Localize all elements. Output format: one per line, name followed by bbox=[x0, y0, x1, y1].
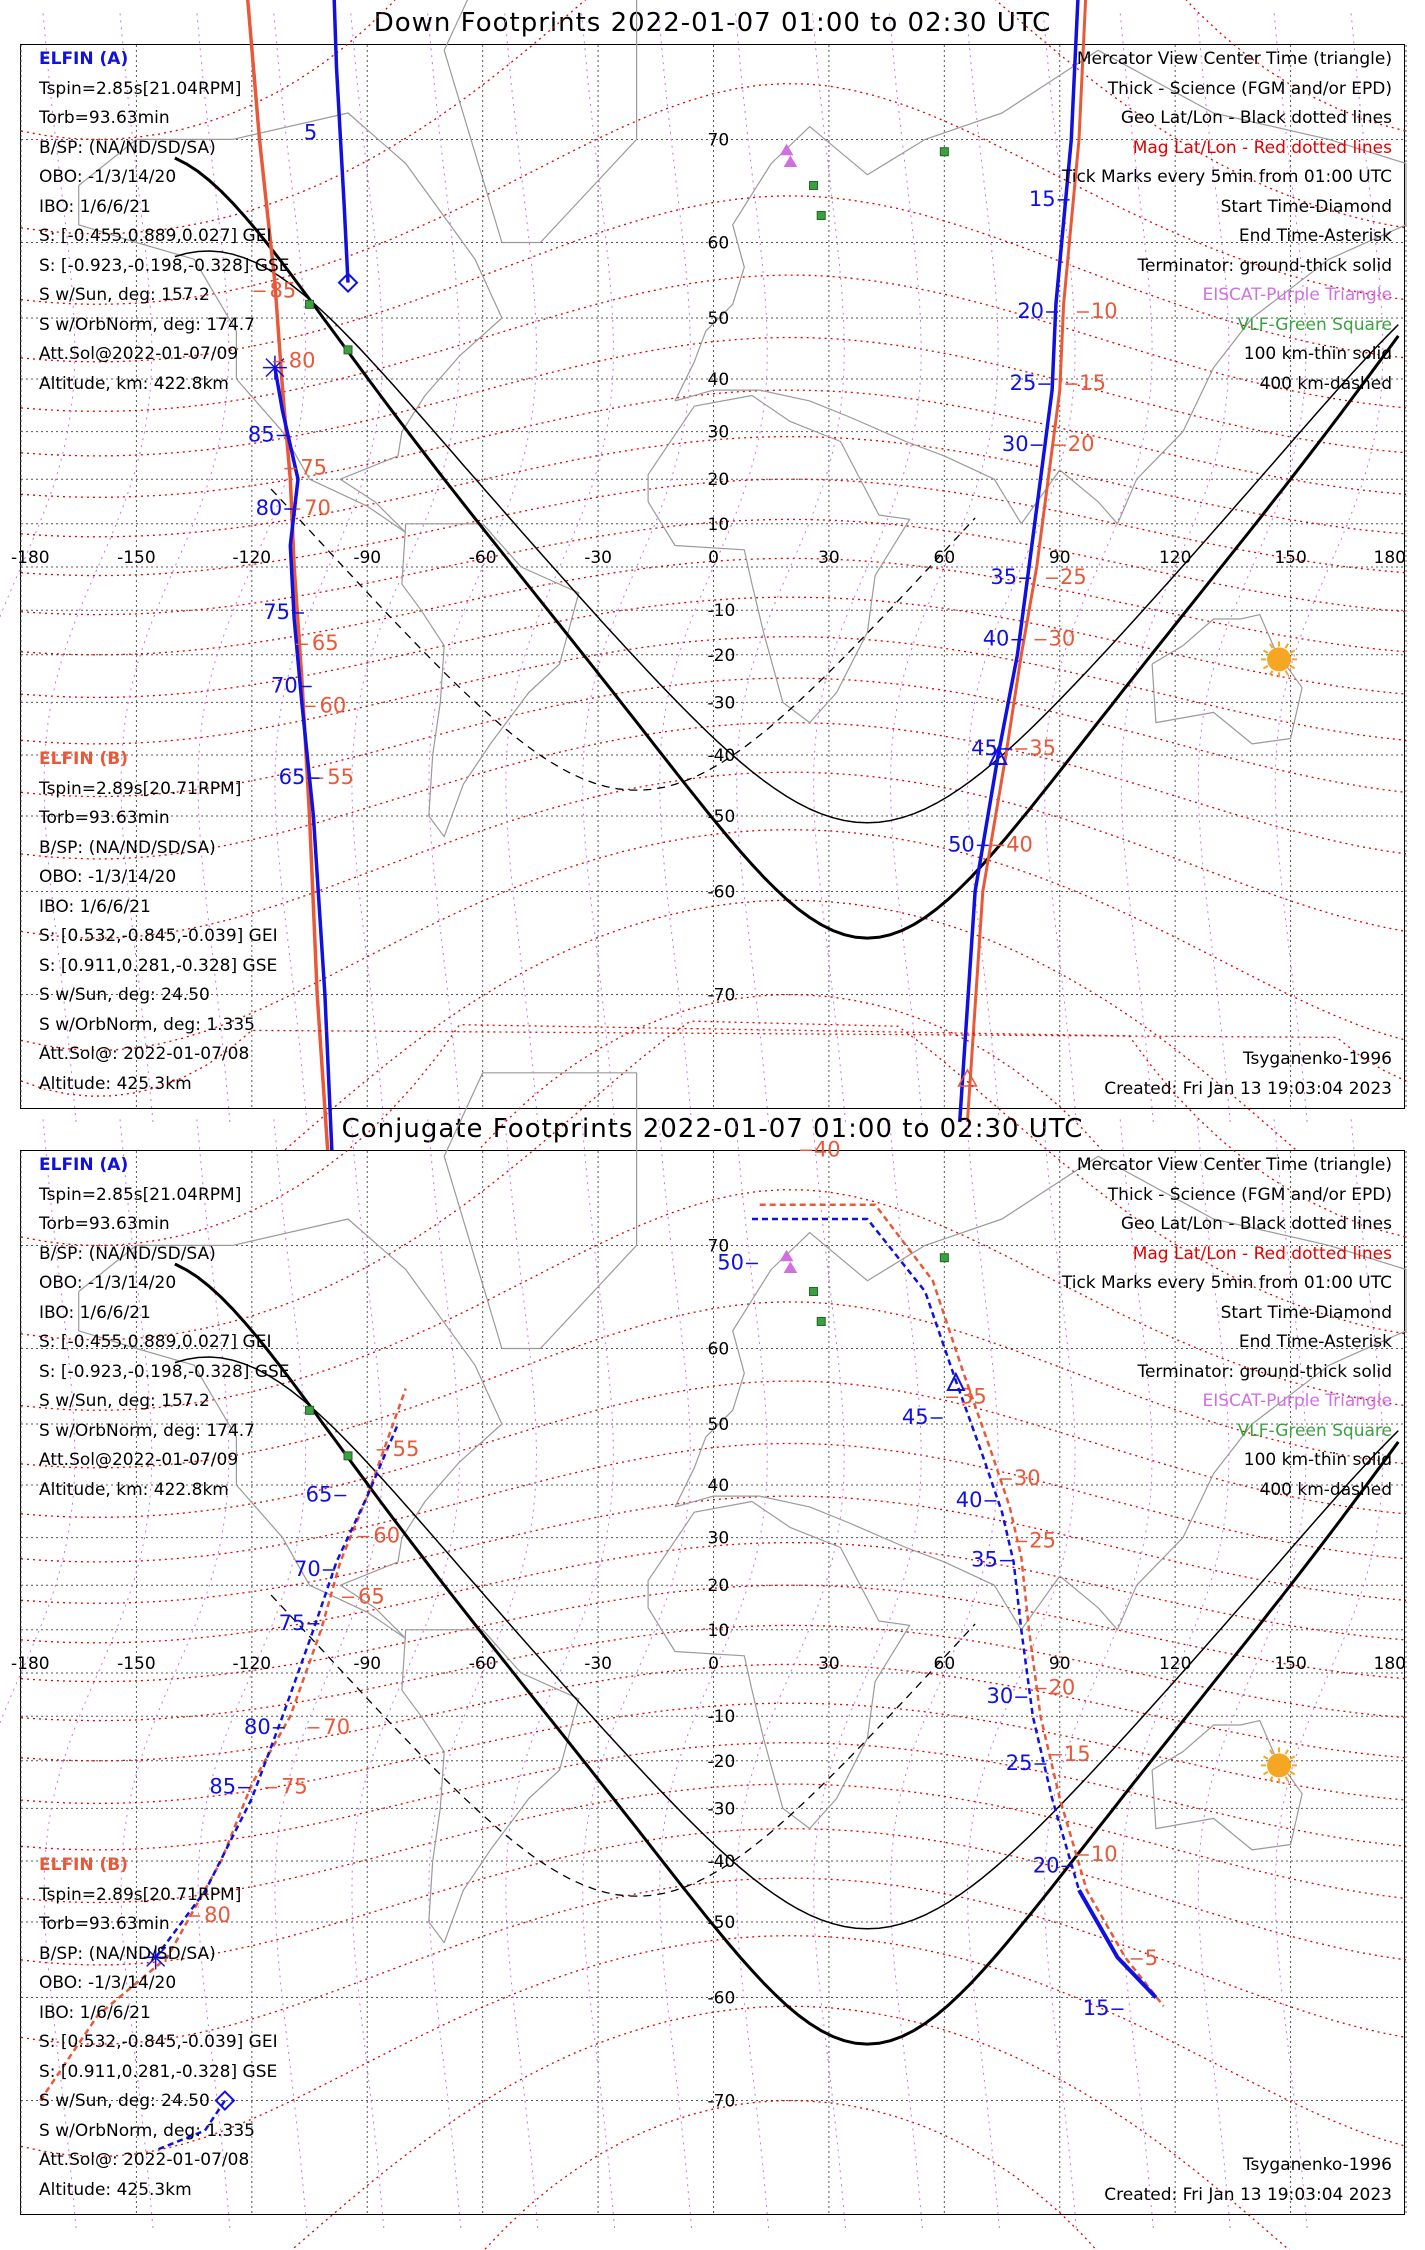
info-line: Att.Sol@2022-01-07/09 bbox=[39, 344, 239, 364]
elfin-b-minute-label: 65 bbox=[311, 631, 339, 656]
info-line: Altitude, km: 422.8km bbox=[39, 1479, 229, 1500]
legend-item: End Time-Asterisk bbox=[1238, 226, 1392, 246]
legend-item: Tick Marks every 5min from 01:00 UTC bbox=[1061, 167, 1392, 187]
elfin-a-minute-label: 15 bbox=[1082, 1996, 1110, 2021]
legend-item: EISCAT-Purple Triangle bbox=[1202, 1391, 1392, 1411]
elfin-a-minute-label: 20 bbox=[1032, 1853, 1060, 1878]
eiscat-triangle bbox=[784, 1262, 796, 1272]
elfin-b-minute-label: 25 bbox=[1029, 1528, 1057, 1553]
lat-tick-label: 60 bbox=[707, 1339, 730, 1360]
elfin-b-minute-label: 20 bbox=[1048, 1675, 1076, 1700]
lon-tick-label: 30 bbox=[818, 548, 840, 568]
legend bbox=[1062, 45, 1392, 399]
legend-item: Terminator: ground-thick solid bbox=[1137, 255, 1392, 276]
footer bbox=[1104, 1045, 1392, 1104]
info-line: Torb=93.63min bbox=[39, 1214, 170, 1234]
elfin-b-minute-label: 60 bbox=[373, 1523, 401, 1548]
info-line: S w/OrbNorm, deg: 174.7 bbox=[39, 314, 256, 335]
lon-tick-label: -60 bbox=[468, 1654, 497, 1674]
sun-ray bbox=[1290, 1772, 1294, 1775]
elfin-b-minute-label: 70 bbox=[304, 496, 331, 521]
info-line: S: [-0.455,0.889,0.027] GEI bbox=[39, 1332, 272, 1352]
elfin-b-minute-label: 35 bbox=[960, 1384, 987, 1409]
elfin-b-minute-label: 20 bbox=[1067, 432, 1095, 457]
info-line: S w/Sun, deg: 24.50 bbox=[39, 985, 210, 1005]
continent-outline bbox=[1152, 1721, 1302, 1850]
sun-ray bbox=[1263, 1756, 1267, 1759]
lat-tick-label: -10 bbox=[707, 601, 736, 622]
legend-item: Geo Lat/Lon - Black dotted lines bbox=[1120, 1214, 1392, 1234]
elfin-a-info bbox=[39, 1151, 290, 1505]
info-line: S: [0.532,-0.845,-0.039] GEI bbox=[39, 926, 278, 946]
lat-tick-label: 10 bbox=[707, 514, 730, 535]
elfin-b-minute-label: 10 bbox=[1090, 1841, 1118, 1866]
info-line: Tspin=2.85s[21.04RPM] bbox=[39, 78, 242, 99]
legend-item: VLF-Green Square bbox=[1237, 314, 1392, 335]
elfin-b-minute-label: 30 bbox=[1013, 1466, 1041, 1491]
lon-tick-label: 120 bbox=[1158, 548, 1192, 568]
eiscat-triangle bbox=[781, 145, 793, 155]
model-label: Tsyganenko-1996 bbox=[1242, 1049, 1392, 1069]
eiscat-triangle bbox=[781, 1251, 793, 1261]
legend-item: Thick - Science (FGM and/or EPD) bbox=[1107, 78, 1392, 99]
legend-item: Mercator View Center Time (triangle) bbox=[1076, 49, 1392, 69]
info-line: S: [0.532,-0.845,-0.039] GEI bbox=[39, 2032, 278, 2052]
info-line: Altitude: 425.3km bbox=[39, 2179, 192, 2200]
lat-tick-label: 30 bbox=[707, 422, 730, 443]
info-line: IBO: 1/6/6/21 bbox=[39, 1302, 151, 1323]
elfin-a-minute-label: 30 bbox=[1001, 432, 1029, 457]
lon-tick-label: 150 bbox=[1274, 1654, 1307, 1674]
sun-ray bbox=[1290, 666, 1294, 669]
lat-tick-label: 60 bbox=[707, 233, 730, 254]
legend-item: 400 km-dashed bbox=[1259, 373, 1392, 394]
elfin-a-minute-label: 80 bbox=[255, 496, 283, 521]
elfin-b-minute-label: 10 bbox=[1090, 298, 1118, 323]
info-line: OBO: -1/3/14/20 bbox=[39, 867, 177, 887]
lon-tick-label: -120 bbox=[232, 548, 272, 568]
lat-tick-label: 40 bbox=[707, 1476, 730, 1497]
info-line: B/SP: (NA/ND/SD/SA) bbox=[39, 837, 216, 858]
elfin-b-label: ELFIN (B) bbox=[39, 749, 129, 769]
model-label: Tsyganenko-1996 bbox=[1242, 2155, 1392, 2175]
elfin-b-minute-label: 55 bbox=[392, 1436, 420, 1461]
lat-tick-label: -20 bbox=[707, 645, 736, 666]
elfin-a-minute-label: 45 bbox=[971, 735, 998, 760]
elfin-a-minute-label: 75 bbox=[263, 599, 290, 624]
elfin-b-minute-label: 85 bbox=[269, 278, 297, 303]
lat-tick-label: -30 bbox=[707, 693, 736, 714]
lat-tick-label: -60 bbox=[707, 882, 736, 903]
lat-tick-label: -40 bbox=[707, 745, 736, 766]
elfin-a-minute-label: 85 bbox=[209, 1774, 237, 1799]
elfin-a-info bbox=[39, 45, 290, 399]
lat-tick-label: -30 bbox=[707, 1799, 736, 1820]
vlf-square bbox=[344, 346, 352, 354]
info-line: Tspin=2.89s[20.71RPM] bbox=[39, 1884, 242, 1905]
elfin-b-info bbox=[39, 745, 278, 1099]
lon-tick-label: 60 bbox=[933, 548, 956, 568]
legend-item: Start Time-Diamond bbox=[1220, 1302, 1392, 1323]
legend-item: VLF-Green Square bbox=[1237, 1420, 1392, 1441]
lat-tick-label: -10 bbox=[707, 1707, 736, 1728]
elfin-b-minute-label: 5 bbox=[1144, 1945, 1159, 1970]
lat-tick-label: -70 bbox=[707, 985, 736, 1006]
info-line: IBO: 1/6/6/21 bbox=[39, 196, 151, 217]
info-line: S w/OrbNorm, deg: 174.7 bbox=[39, 1420, 256, 1441]
lat-tick-label: -60 bbox=[707, 1988, 736, 2009]
legend-item: 100 km-thin solid bbox=[1243, 1450, 1392, 1470]
info-line: B/SP: (NA/ND/SD/SA) bbox=[39, 137, 216, 158]
info-line: Att.Sol@2022-01-07/09 bbox=[39, 1450, 239, 1470]
elfin-a-minute-label: 45 bbox=[901, 1404, 929, 1429]
sun-icon bbox=[1267, 1753, 1291, 1777]
sun-icon bbox=[1267, 647, 1291, 671]
info-line: B/SP: (NA/ND/SD/SA) bbox=[39, 1243, 216, 1264]
vlf-square bbox=[817, 1317, 825, 1325]
lon-tick-label: 90 bbox=[1048, 1654, 1071, 1674]
info-line: S: [0.911,0.281,-0.328] GSE bbox=[39, 2061, 278, 2082]
lon-tick-label: -90 bbox=[353, 548, 382, 568]
lat-tick-label: -40 bbox=[707, 1851, 736, 1872]
legend-item: End Time-Asterisk bbox=[1238, 1332, 1392, 1352]
lon-tick-label: 180 bbox=[1373, 1654, 1406, 1674]
lon-tick-label: 150 bbox=[1274, 548, 1307, 568]
elfin-b-minute-label: 70 bbox=[323, 1714, 351, 1739]
info-line: S: [-0.923,-0.198,-0.328] GSE bbox=[39, 1361, 290, 1382]
legend-item: 100 km-thin solid bbox=[1243, 344, 1392, 364]
elfin-a-minute-label: 80 bbox=[244, 1714, 271, 1739]
legend-item: Mercator View Center Time (triangle) bbox=[1076, 1155, 1392, 1175]
elfin-a-minute-label: 75 bbox=[278, 1610, 306, 1635]
elfin-a-minute-label: 70 bbox=[294, 1556, 321, 1581]
elfin-b-minute-label: 40 bbox=[1006, 832, 1033, 857]
vlf-square bbox=[810, 1287, 818, 1295]
vlf-square bbox=[817, 211, 825, 219]
elfin-a-minute-label: 35 bbox=[971, 1547, 998, 1572]
panel-title-conjugate: Conjugate Footprints 2022-01-07 01:00 to 02:30 UTC bbox=[341, 1114, 1084, 1144]
info-line: B/SP: (NA/ND/SD/SA) bbox=[39, 1943, 216, 1964]
elfin-a-track-north bbox=[329, 0, 348, 283]
info-line: Tspin=2.89s[20.71RPM] bbox=[39, 778, 242, 799]
elfin-b-info bbox=[39, 1851, 278, 2205]
elfin-b-minute-label: 40 bbox=[813, 1137, 841, 1162]
info-line: OBO: -1/3/14/20 bbox=[39, 1273, 177, 1293]
lat-tick-label: -50 bbox=[707, 807, 736, 828]
info-line: OBO: -1/3/14/20 bbox=[39, 1973, 177, 1993]
info-line: S: [-0.455,0.889,0.027] GEI bbox=[39, 226, 272, 246]
vlf-square bbox=[306, 300, 314, 308]
lat-tick-label: 70 bbox=[707, 130, 730, 151]
elfin-a-minute-label: 20 bbox=[1017, 298, 1045, 323]
elfin-b-minute-label: 25 bbox=[1060, 565, 1087, 590]
lon-tick-label: -30 bbox=[584, 548, 612, 568]
elfin-a-minute-label: 50 bbox=[717, 1250, 744, 1275]
elfin-b-minute-label: 75 bbox=[281, 1774, 308, 1799]
elfin-a-minute-label: 35 bbox=[990, 565, 1018, 590]
elfin-a-label: ELFIN (A) bbox=[39, 49, 129, 69]
created-label: Created: Fri Jan 13 19:03:04 2023 bbox=[1104, 2184, 1392, 2205]
elfin-a-minute-label: 30 bbox=[986, 1684, 1014, 1709]
elfin-a-minute-label: 40 bbox=[955, 1487, 983, 1512]
lon-tick-label: 120 bbox=[1158, 1654, 1192, 1674]
elfin-a-minute-label: 15 bbox=[1028, 186, 1056, 211]
lon-tick-label: 30 bbox=[818, 1654, 840, 1674]
elfin-b-minute-label: 30 bbox=[1048, 626, 1076, 651]
info-line: S: [0.911,0.281,-0.328] GSE bbox=[39, 955, 278, 976]
elfin-b-minute-label: 15 bbox=[1063, 1741, 1091, 1766]
legend-item: Mag Lat/Lon - Red dotted lines bbox=[1132, 1243, 1392, 1264]
legend-item: Thick - Science (FGM and/or EPD) bbox=[1107, 1184, 1392, 1205]
vlf-square bbox=[306, 1406, 314, 1414]
legend-item: Mag Lat/Lon - Red dotted lines bbox=[1132, 137, 1392, 158]
elfin-a-minute-label: 65 bbox=[305, 1482, 333, 1507]
vlf-square bbox=[344, 1452, 352, 1460]
info-line: OBO: -1/3/14/20 bbox=[39, 167, 177, 187]
elfin-a-minute-label: 40 bbox=[982, 626, 1010, 651]
info-line: Torb=93.63min bbox=[39, 808, 170, 828]
info-line: Torb=93.63min bbox=[39, 108, 170, 128]
elfin-b-minute-label: 60 bbox=[319, 693, 347, 718]
legend-item: Geo Lat/Lon - Black dotted lines bbox=[1120, 108, 1392, 128]
lat-tick-label: -20 bbox=[707, 1751, 736, 1772]
continent-outline bbox=[402, 1630, 579, 1943]
legend-item: Start Time-Diamond bbox=[1220, 196, 1392, 217]
info-line: S w/Sun, deg: 157.2 bbox=[39, 1391, 210, 1411]
lon-tick-label: 90 bbox=[1048, 548, 1071, 568]
lon-tick-label: -90 bbox=[353, 1654, 382, 1674]
sun-ray bbox=[1263, 650, 1267, 653]
vlf-square bbox=[810, 181, 818, 189]
sun-ray bbox=[1286, 1777, 1289, 1781]
elfin-b-minute-label: 35 bbox=[1029, 735, 1057, 760]
lon-tick-label: -60 bbox=[468, 548, 497, 568]
continent-outline bbox=[648, 1502, 910, 1829]
lat-tick-label: 30 bbox=[707, 1528, 730, 1549]
track-minute-label: 5 bbox=[303, 120, 318, 145]
lon-tick-label: -150 bbox=[117, 1654, 156, 1674]
sun-ray bbox=[1263, 666, 1267, 669]
elfin-b-minute-label: 65 bbox=[358, 1584, 385, 1609]
vlf-square bbox=[940, 148, 948, 156]
elfin-b-minute-label: 80 bbox=[288, 348, 316, 373]
lon-tick-label: 0 bbox=[708, 1654, 719, 1674]
lat-tick-label: -70 bbox=[707, 2091, 736, 2112]
elfin-b-minute-label: 80 bbox=[204, 1903, 231, 1928]
elfin-a-minute-label: 25 bbox=[1009, 371, 1037, 396]
info-line: Att.Sol@: 2022-01-07/08 bbox=[39, 1044, 250, 1064]
info-line: S w/OrbNorm, deg: 1.335 bbox=[39, 1014, 256, 1035]
info-line: S w/Sun, deg: 24.50 bbox=[39, 2091, 210, 2111]
lat-tick-label: 20 bbox=[707, 1576, 730, 1597]
elfin-a-minute-label: 65 bbox=[278, 765, 306, 790]
lat-tick-label: 40 bbox=[707, 370, 730, 391]
legend-item: Terminator: ground-thick solid bbox=[1137, 1361, 1392, 1382]
elfin-b-minute-label: 15 bbox=[1079, 371, 1107, 396]
vlf-square bbox=[940, 1254, 948, 1262]
footer bbox=[1104, 2151, 1392, 2210]
continent-outline bbox=[402, 524, 579, 837]
continent-outline bbox=[648, 396, 910, 723]
lat-tick-label: 70 bbox=[707, 1236, 730, 1257]
elfin-a-minute-label: 85 bbox=[247, 422, 275, 447]
lon-tick-label: 60 bbox=[933, 1654, 956, 1674]
eiscat-triangle bbox=[784, 156, 796, 166]
created-label: Created: Fri Jan 13 19:03:04 2023 bbox=[1104, 1078, 1392, 1099]
legend-item: Tick Marks every 5min from 01:00 UTC bbox=[1061, 1273, 1392, 1293]
panel-title-down: Down Footprints 2022-01-07 01:00 to 02:30 UTC bbox=[373, 8, 1052, 38]
lon-tick-label: -180 bbox=[11, 548, 50, 568]
info-line: S: [-0.923,-0.198,-0.328] GSE bbox=[39, 255, 290, 276]
sun-ray bbox=[1286, 671, 1289, 675]
elfin-a-minute-label: 50 bbox=[948, 832, 975, 857]
map-down-footprints bbox=[11, 44, 1406, 1109]
info-line: Att.Sol@: 2022-01-07/08 bbox=[39, 2150, 250, 2170]
elfin-b-minute-label: 55 bbox=[327, 765, 354, 790]
legend bbox=[1062, 1151, 1392, 1505]
lat-tick-label: 10 bbox=[707, 1620, 730, 1641]
elfin-a-minute-label: 70 bbox=[270, 673, 298, 698]
lon-tick-label: -150 bbox=[117, 548, 156, 568]
continent-outline bbox=[1152, 615, 1302, 744]
elfin-a-label: ELFIN (A) bbox=[39, 1155, 129, 1175]
lat-tick-label: 50 bbox=[707, 1414, 730, 1435]
sun-ray bbox=[1263, 1772, 1267, 1775]
lon-tick-label: 180 bbox=[1373, 548, 1406, 568]
sun-ray bbox=[1286, 1750, 1289, 1754]
info-line: IBO: 1/6/6/21 bbox=[39, 896, 151, 917]
info-line: Tspin=2.85s[21.04RPM] bbox=[39, 1184, 242, 1205]
lon-tick-label: 0 bbox=[708, 548, 719, 568]
info-line: IBO: 1/6/6/21 bbox=[39, 2002, 151, 2023]
info-line: S w/Sun, deg: 157.2 bbox=[39, 285, 210, 305]
lat-tick-label: 20 bbox=[707, 470, 730, 491]
lat-tick-label: -50 bbox=[707, 1913, 736, 1934]
legend-item: 400 km-dashed bbox=[1259, 1479, 1392, 1500]
lat-tick-label: 50 bbox=[707, 308, 730, 329]
info-line: Altitude: 425.3km bbox=[39, 1073, 192, 1094]
info-line: Altitude, km: 422.8km bbox=[39, 373, 229, 394]
info-line: S w/OrbNorm, deg: 1.335 bbox=[39, 2120, 256, 2141]
info-line: Torb=93.63min bbox=[39, 1914, 170, 1934]
elfin-a-minute-label: 25 bbox=[1005, 1751, 1033, 1776]
lon-tick-label: -180 bbox=[11, 1654, 50, 1674]
mag-parallel bbox=[437, 2101, 1153, 2250]
lon-tick-label: -30 bbox=[584, 1654, 612, 1674]
map-conjugate-footprints bbox=[11, 1137, 1406, 2215]
elfin-b-minute-label: 75 bbox=[300, 455, 328, 480]
elfin-b-label: ELFIN (B) bbox=[39, 1855, 129, 1875]
sun-ray bbox=[1286, 644, 1289, 648]
legend-item: EISCAT-Purple Triangle bbox=[1202, 285, 1392, 305]
lon-tick-label: -120 bbox=[232, 1654, 272, 1674]
